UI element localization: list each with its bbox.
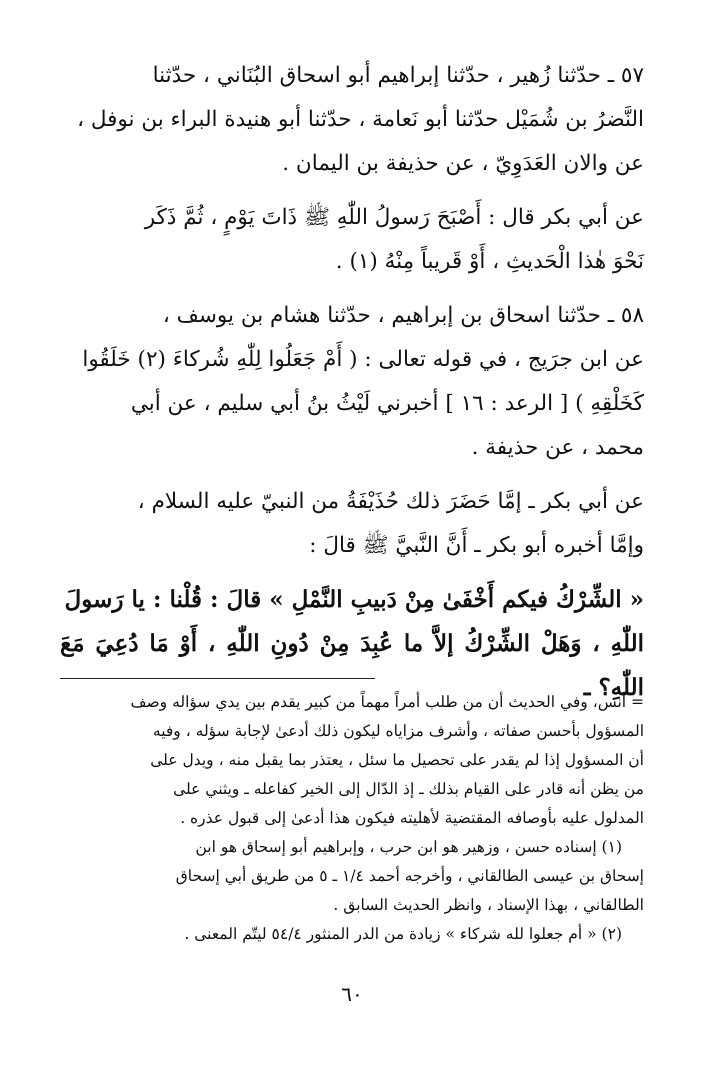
footnote-line: المدلول عليه بأوصافه المقتضية لأهليته فيكون هذا أدعىٰ إلى قبول عذره .	[180, 809, 644, 827]
abu-bakr-57-paragraph	[60, 196, 644, 284]
text-line: عن أبي بكر قال : أَصْبَحَ رَسولُ اللّٰهِ ﷺ ذَاتَ يَوْمٍ ، ثُمَّ ذَكَر	[144, 205, 644, 230]
footnote-line: = أنس، وفي الحديث أن من طلب أمراً مهماً من كبير يقدم بين يدي سؤاله وصف	[130, 693, 644, 711]
text-line: وإمَّا أخبره أبو بكر ـ أَنَّ النَّبيَّ ﷺ قالَ :	[309, 533, 644, 558]
footnotes	[60, 688, 644, 949]
footnote-line: أن المسؤول إذا لم يقدر على تحصيل ما سئل ، يعتذر بما يقبل منه ، ويدل على	[150, 751, 644, 769]
footnote-line: المسؤول بأحسن صفاته ، وأشرف مزاياه ليكون ذلك أدعىٰ لإجابة سؤله ، وفيه	[152, 722, 644, 740]
abu-bakr-58-paragraph	[60, 480, 644, 568]
page-number: ٦٠	[341, 982, 363, 1006]
text-line: اللّٰهِ ، وَهَلْ الشِّرْكُ إلاَّ ما عُبِدَ مِنْ دُونِ اللّٰهِ ، أَوْ مَا دُعِيَ مَعَ اللّٰهِ؟ ـ	[60, 630, 644, 701]
hadith-58-paragraph	[60, 294, 644, 470]
text-line: كَخَلْقِهِ ) [ الرعد : ١٦ ] أخبرني لَيْثُ بنُ أبي سليم ، عن أبي	[130, 391, 644, 416]
text-line: النَّضرُ بن شُمَيْل حدّثنا أبو نَعامة ، حدّثنا أبو هنيدة البراء بن نوفل ،	[77, 107, 644, 132]
footnote-continuation	[60, 688, 644, 833]
text-line: محمد ، عن حذيفة .	[471, 435, 644, 460]
hadith-57-paragraph	[60, 54, 644, 186]
text-line: ٥٨ ـ حدّثنا اسحاق بن إبراهيم ، حدّثنا هشام بن يوسف ،	[162, 303, 644, 328]
footnote-line: (٢) « أم جعلوا لله شركاء » زيادة من الدر المنثور ٥٤/٤ ليتّم المعنى .	[184, 925, 622, 943]
text-line: « الشِّرْكُ فيكم أَخْفَىٰ مِنْ دَبيبِ النَّمْلِ » قالَ : قُلْنا : يا رَسولَ	[64, 586, 644, 613]
footnote-line: إسحاق بن عيسى الطالقاني ، وأخرجه أحمد ١/٤ ـ ٥ من طريق أبي إسحاق	[175, 867, 644, 885]
footnote-divider	[60, 678, 375, 679]
text-line: عن والان العَدَوِيّ ، عن حذيفة بن اليمان .	[282, 151, 644, 176]
text-line: نَحْوَ هٰذا الْحَديثِ ، أَوْ قَريباً مِنْهُ (١) .	[335, 249, 644, 274]
text-line: عن أبي بكر ـ إمَّا حَضَرَ ذلك حُذَيْفَةُ من النبيّ عليه السلام ،	[137, 489, 644, 514]
main-text	[60, 54, 644, 710]
footnote-1	[60, 833, 644, 920]
footnote-line: الطالقاني ، بهذا الإسناد ، وانظر الحديث السابق .	[333, 896, 644, 914]
footnote-line: من يظن أنه قادر على القيام بذلك ـ إذ الدّال إلى الخير كفاعله ـ ويثني على	[173, 780, 644, 798]
book-page	[60, 54, 644, 1084]
text-line: عن ابن جرَيج ، في قوله تعالى : ( أَمْ جَعَلُوا لِلّٰهِ شُركاءَ (٢) خَلَقُوا	[82, 347, 644, 372]
text-line: ٥٧ ـ حدّثنا زُهير ، حدّثنا إبراهيم أبو اسحاق البُنَاني ، حدّثنا	[152, 63, 644, 88]
footnote-line: (١) إسناده حسن ، وزهير هو ابن حرب ، وإبراهيم أبو إسحاق هو ابن	[195, 838, 622, 856]
footnote-2	[60, 920, 644, 949]
